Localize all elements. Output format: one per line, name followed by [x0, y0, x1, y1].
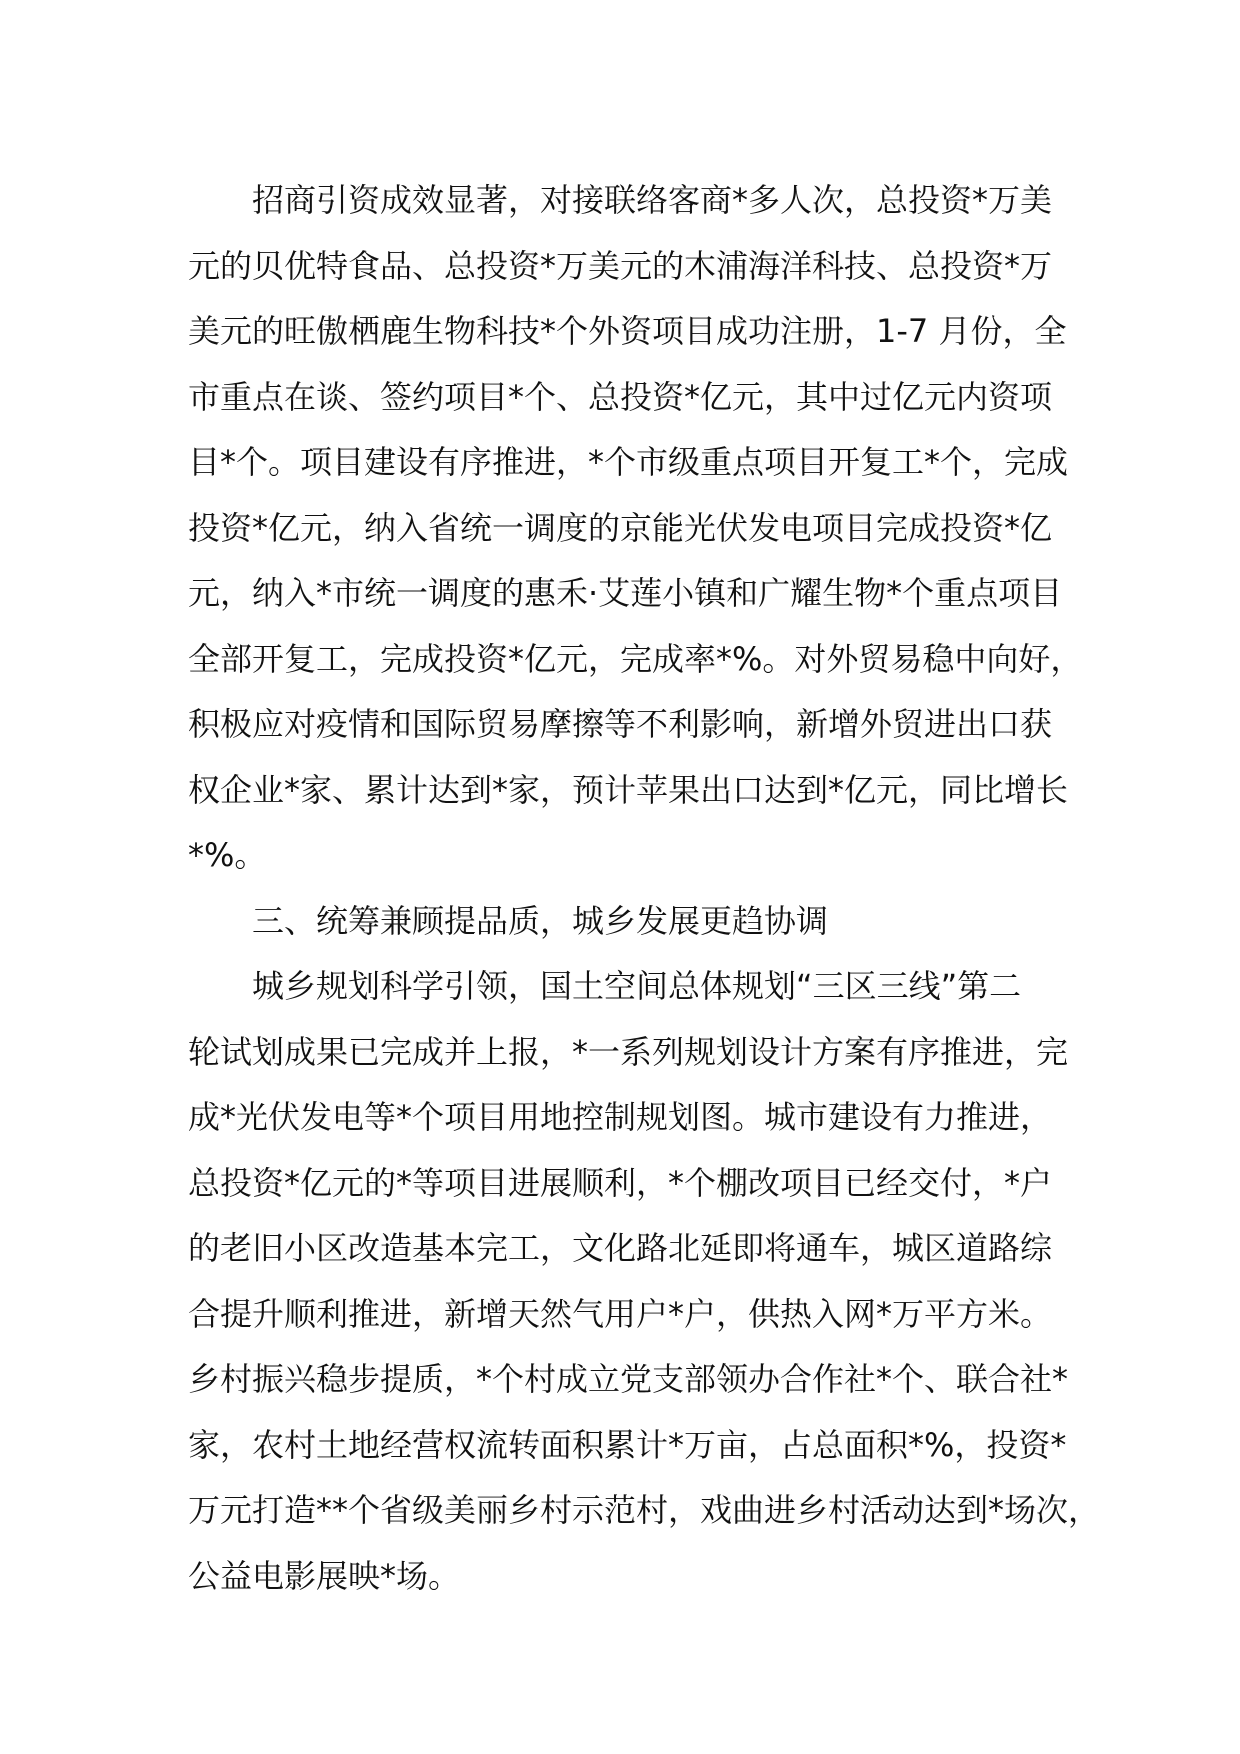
text-line: 招商引资成效显著，对接联络客商*多人次，总投资*万美 [252, 181, 1053, 219]
text-line: 公益电影展映*场。 [188, 1556, 461, 1595]
text-line: 城乡规划科学引领，国土空间总体规划“三区三线”第二 [252, 967, 1022, 1005]
section-heading [188, 889, 1088, 955]
text-line: 总投资*亿元的*等项目进展顺利，*个棚改项目已经交付，*户 [188, 1163, 1053, 1202]
text-line: 万元打造**个省级美丽乡村示范村，戏曲进乡村活动达到*场次， [188, 1491, 1101, 1529]
text-line: 全部开复工，完成投资*亿元，完成率*%。对外贸易稳中向好， [188, 639, 1083, 678]
heading-line: 三、统筹兼顾提品质，城乡发展更趋协调 [252, 901, 829, 940]
text-line: 积极应对疫情和国际贸易摩擦等不利影响，新增外贸进出口获 [188, 705, 1053, 743]
text-line: 美元的旺傲栖鹿生物科技*个外资项目成功注册，1-7 月份，全 [188, 312, 1067, 350]
text-line: *%。 [188, 836, 267, 874]
text-line: 合提升顺利推进，新增天然气用户*户，供热入网*万平方米。 [188, 1294, 1053, 1333]
paragraph-investment [188, 168, 1088, 889]
text-line: 元的贝优特食品、总投资*万美元的木浦海洋科技、总投资*万 [188, 246, 1053, 285]
text-line: 投资*亿元，纳入省统一调度的京能光伏发电项目完成投资*亿 [188, 508, 1053, 547]
paragraph-urban-rural [188, 954, 1101, 1609]
text-line: 元，纳入*市统一调度的惠禾·艾莲小镇和广耀生物*个重点项目 [188, 574, 1063, 612]
document-body [188, 168, 1101, 1609]
text-line: 轮试划成果已完成并上报，*一系列规划设计方案有序推进，完 [188, 1032, 1069, 1071]
text-line: 的老旧小区改造基本完工，文化路北延即将通车，城区道路综 [188, 1229, 1053, 1267]
text-line: 乡村振兴稳步提质，*个村成立党支部领办合作社*个、联合社* [188, 1360, 1069, 1398]
text-line: 市重点在谈、签约项目*个、总投资*亿元，其中过亿元内资项 [188, 377, 1053, 416]
text-line: 成*光伏发电等*个项目用地控制规划图。城市建设有力推进， [188, 1098, 1053, 1136]
text-line: 家，农村土地经营权流转面积累计*万亩，占总面积*%，投资* [188, 1425, 1067, 1464]
text-line: 目*个。项目建设有序推进，*个市级重点项目开复工*个，完成 [188, 443, 1069, 481]
text-line: 权企业*家、累计达到*家，预计苹果出口达到*亿元，同比增长 [188, 770, 1069, 809]
